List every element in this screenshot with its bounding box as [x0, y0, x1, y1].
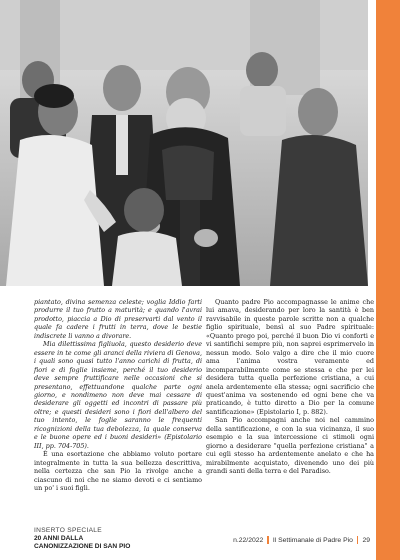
article-right-column	[206, 298, 374, 476]
section-label-line-1: INSERTO SPECIALE	[34, 527, 102, 534]
section-label	[34, 527, 130, 550]
magazine-name: Il Settimanale di Padre Pio	[272, 536, 353, 544]
section-label-line-2: 20 ANNI DALLA	[34, 534, 84, 542]
page-number: 29	[362, 536, 370, 544]
left-paragraph-2: Mia dilettissima figliuola, questo desiderio deve essere in te come gli aranci della riviera di Genova, i quali sono quasi tutto l'anno carichi di frutta, di fiori e di foglie insieme, perché il tuo desiderio deve sempre fruttificare nelle occasioni che si presentano, effettuandone qualche parte ogni giorno, e nondimeno non deve mai cessare di desiderare gli oggetti ed incontri di passare più oltre; e questi desideri sono i fiori dell'albero del tuo intento, le foglie saranno le frequenti ricognizioni della tua debolezza, la quale conserva e le buone opere ed i buoni desideri» (Epistolario III, pp. 704-705).	[34, 340, 202, 450]
right-paragraph-1: Quanto padre Pio accompagnasse le anime che lui amava, desiderando per loro la santità è ben ravvisabile in queste parole scritte non a qualche figlio spirituale, bensì al suo Padre spirituale: «Quanto prego poi, perché il buon Dio vi conforti e vi santifichi sempre più, non saprei esprimervelo in nessun modo. Solo valgo a dire che il mio cuore ama l'anima vostra veramente ed incomparabilmente come se stessa e che per lei desidera tutta quella perfezione cristiana, a cui anela ardentemente ella stessa; ogni sacrificio che quest'anima va sostenendo ed ogni bene che va praticando, è tutto diretto a Dio per la comune santificazione» (Epistolario I, p. 882).	[206, 298, 374, 416]
left-paragraph-3: È una esortazione che abbiamo voluto portare integralmente in tutta la sua bellezza descrittiva, nella certezza che san Pio la rivolge anche a ciascuno di noi che ne siamo devoti e ci sentiamo un po' i suoi figli.	[34, 450, 202, 492]
issue-number: n.22/2022	[233, 536, 264, 544]
photo-padre-pio-with-children	[0, 0, 368, 286]
article-left-column	[34, 298, 202, 492]
section-label-line-3: CANONIZZAZIONE DI SAN PIO	[34, 542, 131, 550]
page-footer	[206, 536, 370, 544]
accent-bar	[376, 0, 400, 560]
footer-separator	[357, 536, 359, 544]
left-paragraph-1: piantato, divina semenza celeste; voglia Iddio farti produrre il tuo frutto a maturità; e quando l'avrai prodotto, piaccia a Dio di preservarti dal vento il quale fa cadere i frutti in terra, dove le bestie indiscrete li vanno a divorare.	[34, 298, 202, 340]
footer-separator	[267, 536, 269, 544]
right-paragraph-2: San Pio accompagni anche noi nel cammino della santificazione, e con la sua vicinanza, il suo esempio e la sua intercessione ci stimoli ogni giorno a desiderare "quella perfezione cristiana" a cui egli stesso ha ardentemente anelato e che ha mirabilmente acquistato, divenendo uno dei più grandi santi della terra e del Paradiso.	[206, 416, 374, 476]
